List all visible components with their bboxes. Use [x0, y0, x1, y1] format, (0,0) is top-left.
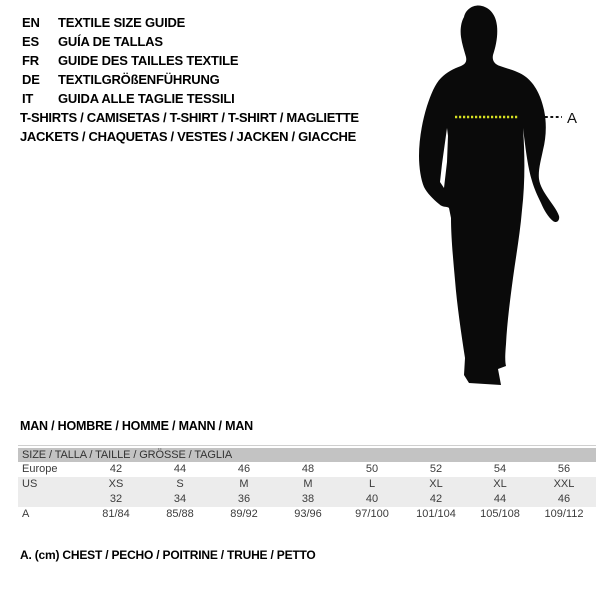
size-cell: 52 — [429, 463, 443, 475]
size-cell: 56 — [557, 463, 571, 475]
language-label: GUIDE DES TAILLES TEXTILE — [58, 53, 239, 68]
size-table — [18, 448, 596, 522]
language-code: FR — [22, 53, 39, 68]
language-code: EN — [22, 15, 40, 30]
size-cell: 36 — [237, 493, 251, 505]
table-row-chest-cm — [18, 507, 596, 522]
size-cell: 89/92 — [230, 508, 258, 520]
size-cell: 48 — [301, 463, 315, 475]
size-cell: 81/84 — [102, 508, 130, 520]
table-row-us-numeric — [18, 492, 596, 507]
language-code: IT — [22, 91, 34, 106]
row-label: A — [22, 508, 30, 520]
language-code: ES — [22, 34, 39, 49]
language-row — [22, 89, 238, 108]
size-cell: 32 — [109, 493, 123, 505]
table-row-us-letter — [18, 477, 596, 492]
language-label: TEXTILGRÖßENFÜHRUNG — [58, 72, 220, 87]
size-cell: M — [303, 478, 313, 490]
language-label: GUÍA DE TALLAS — [58, 34, 163, 49]
size-cell: 85/88 — [166, 508, 194, 520]
row-label: Europe — [22, 463, 58, 475]
language-code: DE — [22, 72, 40, 87]
size-cell: 44 — [493, 493, 507, 505]
size-cell: 46 — [237, 463, 251, 475]
table-header: SIZE / TALLA / TAILLE / GRÖSSE / TAGLIA — [18, 448, 596, 462]
footnote-measure-a: A. (cm) CHEST / PECHO / POITRINE / TRUHE / PETTO — [20, 548, 316, 562]
category-list — [20, 109, 359, 146]
size-cell: M — [239, 478, 249, 490]
language-row — [22, 70, 238, 89]
size-cell: 42 — [429, 493, 443, 505]
size-cell: 101/104 — [416, 508, 456, 520]
size-cell: XS — [108, 478, 124, 490]
size-cell: 42 — [109, 463, 123, 475]
language-label: GUIDA ALLE TAGLIE TESSILI — [58, 91, 235, 106]
category-line-tshirts: T-SHIRTS / CAMISETAS / T-SHIRT / T-SHIRT / MAGLIETTE — [20, 110, 359, 125]
size-cell: XXL — [553, 478, 575, 490]
size-cell: 54 — [493, 463, 507, 475]
language-row — [22, 51, 238, 70]
size-cell: 44 — [173, 463, 187, 475]
measure-label-a: A — [567, 110, 578, 127]
language-row — [22, 13, 238, 32]
table-row-europe — [18, 462, 596, 477]
size-cell: 97/100 — [355, 508, 389, 520]
size-cell: 38 — [301, 493, 315, 505]
language-list — [22, 13, 238, 108]
section-title-man: MAN / HOMBRE / HOMME / MANN / MAN — [20, 419, 253, 433]
language-label: TEXTILE SIZE GUIDE — [58, 15, 186, 30]
size-cell: 50 — [365, 463, 379, 475]
size-cell: S — [176, 478, 184, 490]
man-silhouette-figure — [395, 0, 595, 390]
man-silhouette — [419, 5, 559, 385]
size-cell: L — [368, 478, 376, 490]
size-cell: XL — [429, 478, 443, 490]
size-cell: XL — [493, 478, 507, 490]
size-cell: 93/96 — [294, 508, 322, 520]
size-cell: 109/112 — [544, 508, 584, 520]
size-cell: 34 — [173, 493, 187, 505]
row-label: US — [22, 478, 38, 490]
language-row — [22, 32, 238, 51]
table-top-divider — [18, 445, 596, 446]
size-cell: 46 — [557, 493, 571, 505]
size-cell: 105/108 — [480, 508, 520, 520]
category-line-jackets: JACKETS / CHAQUETAS / VESTES / JACKEN / GIACCHE — [20, 128, 356, 144]
row-label — [18, 492, 84, 507]
size-cell: 40 — [365, 493, 379, 505]
